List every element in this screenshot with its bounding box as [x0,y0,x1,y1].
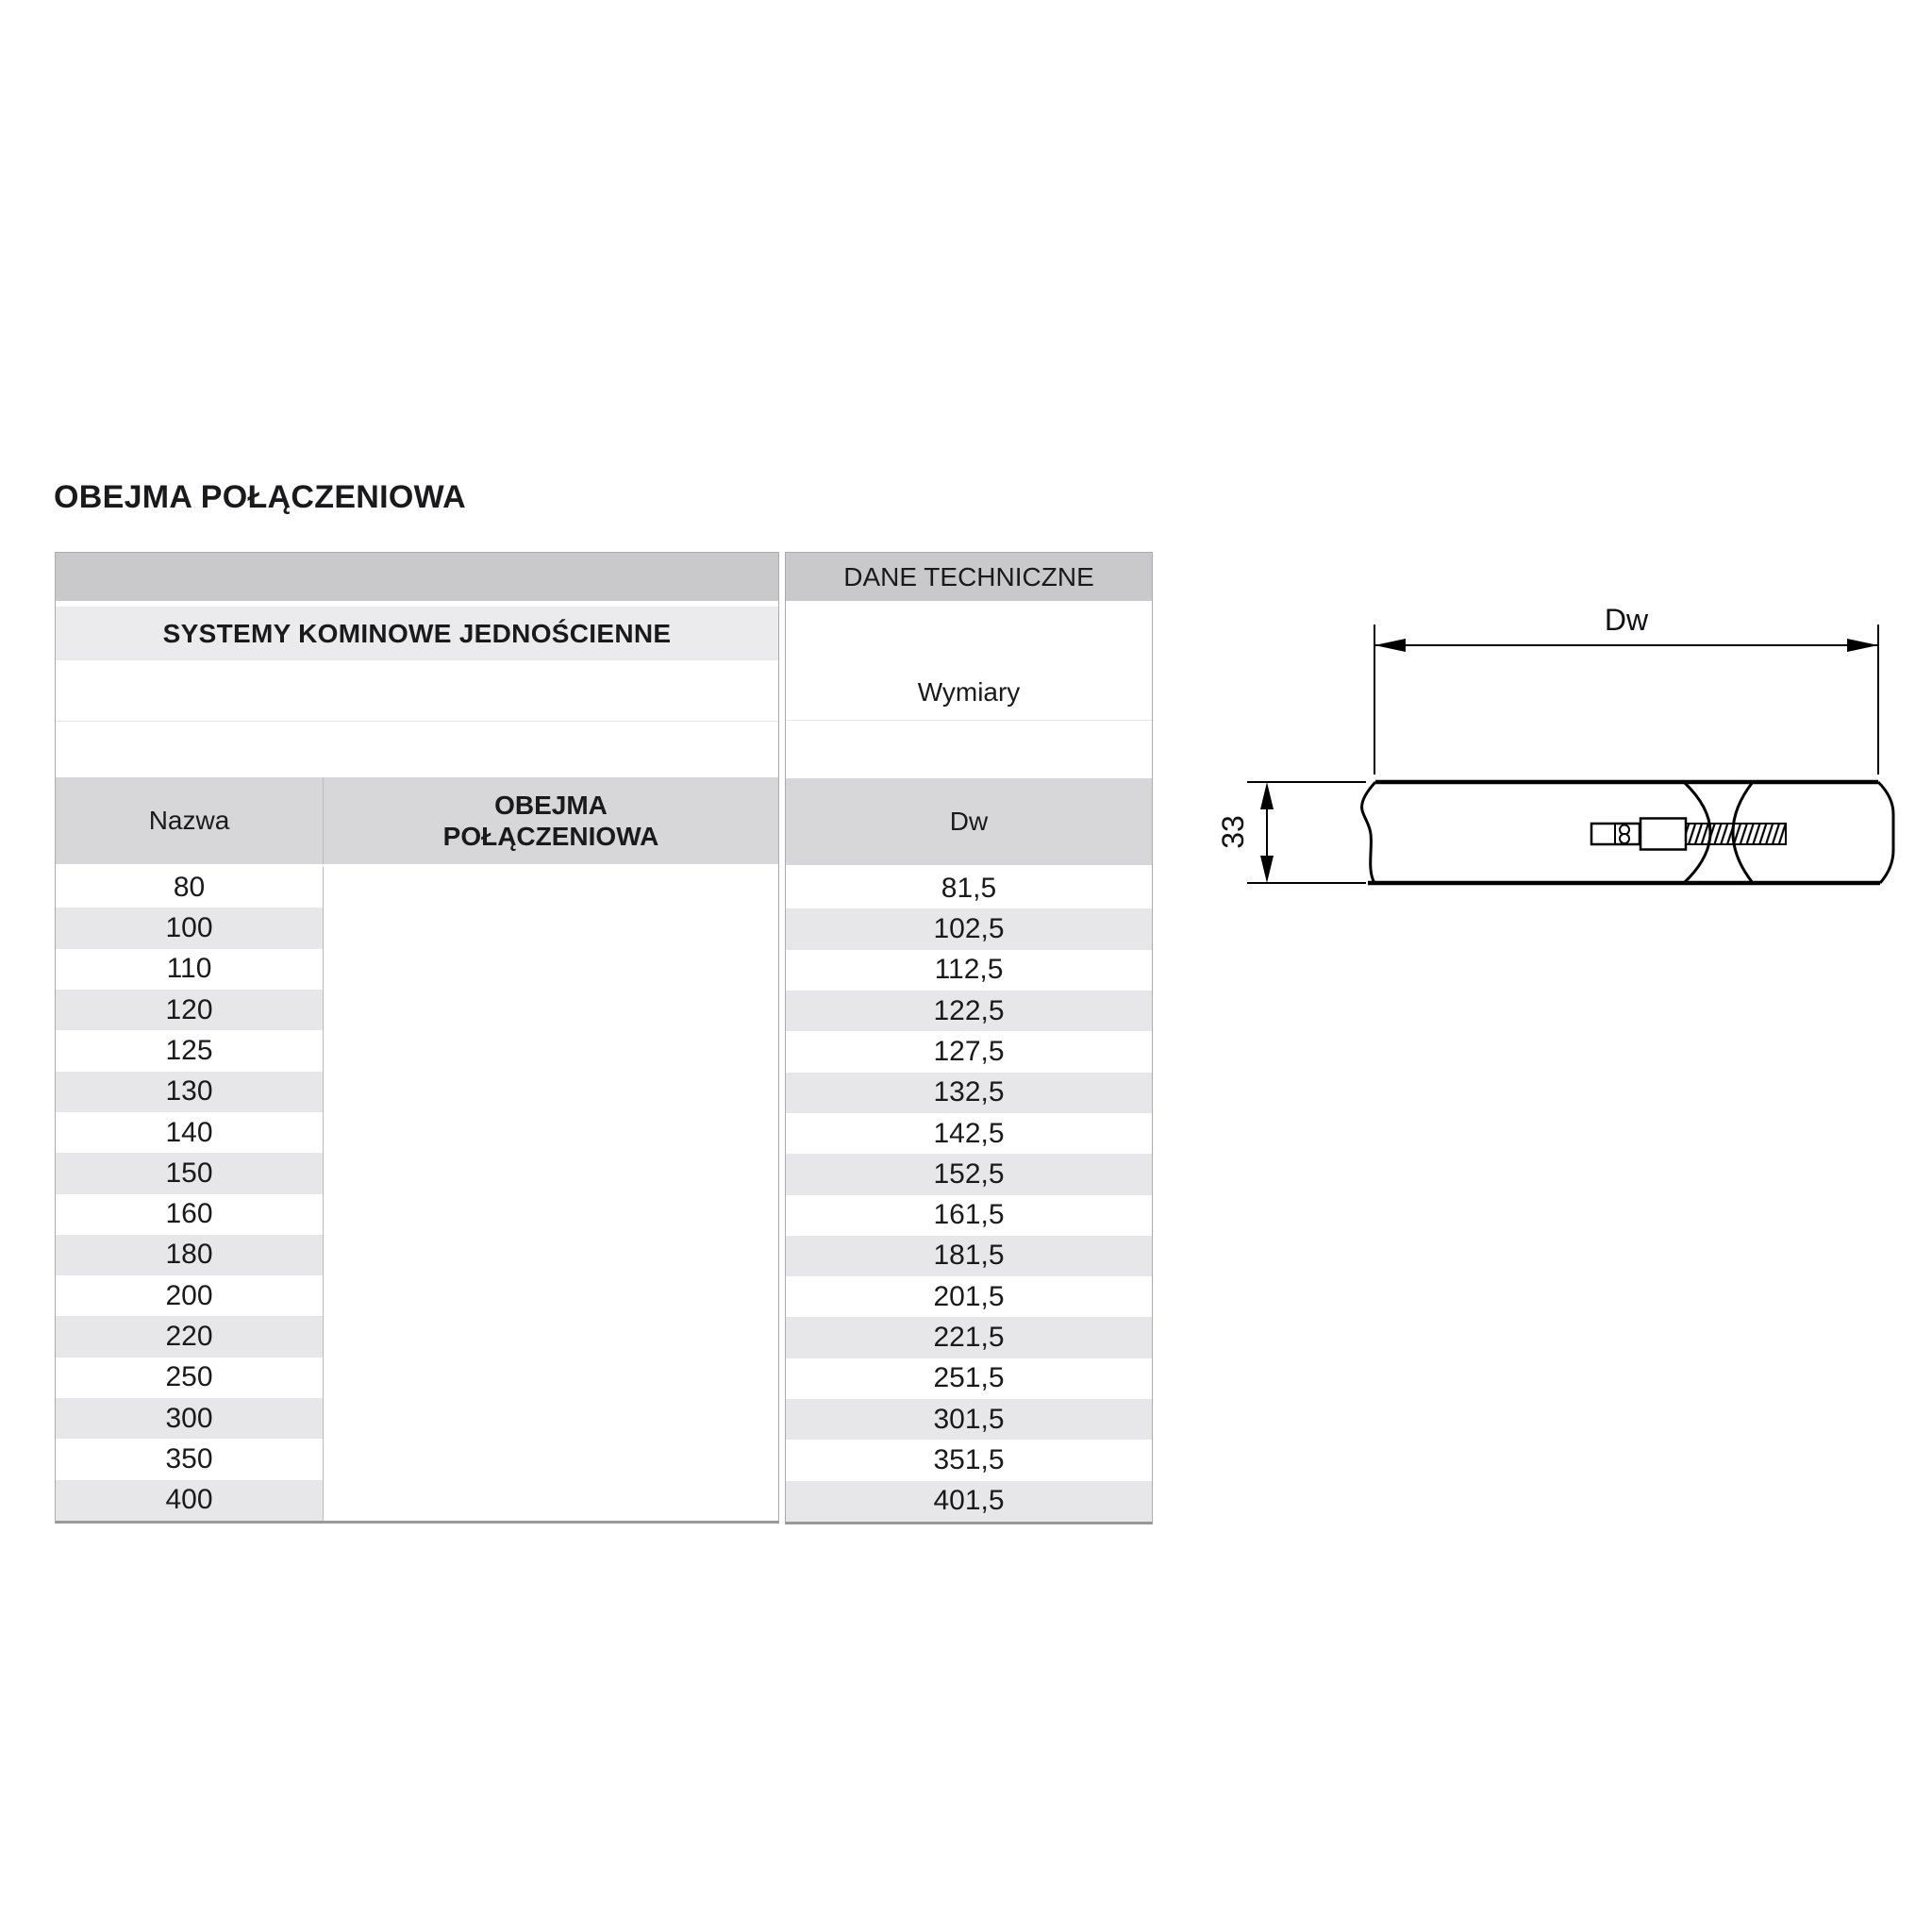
dw-arrowhead-left [1374,639,1406,652]
column-header-obejma-line1: OBEJMA [494,790,608,820]
column-header-row [56,777,778,867]
height-dimension-label: 33 [1216,815,1250,849]
table-cell-nazwa: 160 [165,1198,213,1230]
table-cell-dw: 161,5 [933,1199,1005,1231]
product-image-cell [324,867,778,1521]
block-header-dane-techniczne: DANE TECHNICZNE [786,553,1152,607]
table-cell-dw: 201,5 [933,1280,1005,1312]
technical-data-block [785,552,1153,1524]
column-header-obejma-line2: POŁĄCZENIOWA [442,822,659,851]
height-arrowhead-top [1260,782,1274,809]
table-cell-nazwa: 120 [56,990,323,1030]
table-cell-nazwa: 400 [56,1480,323,1521]
band-break-edge-left [1362,782,1375,883]
page-title: OBEJMA POŁĄCZENIOWA [54,479,467,515]
group-header-wymiary: Wymiary [786,607,1152,778]
table-cell-dw: 132,5 [786,1073,1152,1113]
table-cell-dw: 221,5 [786,1317,1152,1357]
band-bulge-edge-right [1878,782,1893,883]
group-header-systemy: SYSTEMY KOMINOWE JEDNOŚCIENNE [56,607,778,660]
left-data-area [56,867,778,1521]
table-cell-nazwa: 110 [166,953,212,985]
table-cell-dw: 401,5 [786,1481,1152,1522]
table-cell-dw: 122,5 [786,991,1152,1031]
table-cell-nazwa: 220 [56,1316,323,1357]
clamp-diagram [1208,585,1924,906]
table-cell-nazwa: 350 [165,1443,213,1475]
table-cell-nazwa: 125 [165,1034,213,1066]
bolt-nut [1641,819,1686,850]
product-table-left-block [55,552,779,1524]
table-cell-nazwa: 130 [56,1072,323,1112]
bolt-sleeve-detail-bottom [1620,834,1629,843]
table-cell-dw: 181,5 [786,1236,1152,1276]
table-cell-nazwa: 300 [56,1398,323,1439]
table-cell-dw: 127,5 [933,1035,1005,1067]
column-header-obejma [324,777,778,864]
height-arrowhead-bottom [1260,856,1274,883]
table-cell-dw: 112,5 [934,954,1004,986]
empty-row-1 [56,660,778,722]
table-cell-nazwa: 140 [165,1116,213,1148]
empty-row-2 [56,722,778,777]
table-cell-dw: 102,5 [786,908,1152,949]
nazwa-column-cells [56,867,324,1521]
table-cell-dw: 251,5 [933,1362,1005,1394]
dw-dimension-label: Dw [1604,603,1649,637]
dw-column-cells [786,868,1152,1522]
table-cell-nazwa: 200 [165,1279,213,1311]
column-header-nazwa: Nazwa [56,777,324,864]
column-header-dw: Dw [786,778,1152,868]
table-cell-nazwa: 80 [173,871,206,903]
threaded-rod [1686,824,1786,844]
table-cell-dw: 81,5 [941,872,997,904]
table-cell-nazwa: 250 [165,1361,213,1393]
dw-arrowhead-right [1847,639,1878,652]
table-cell-dw: 142,5 [933,1117,1005,1149]
table-cell-nazwa: 100 [56,908,323,948]
table-cell-dw: 152,5 [786,1154,1152,1194]
left-top-header-cell [56,553,778,607]
table-cell-nazwa: 150 [56,1153,323,1193]
table-cell-dw: 301,5 [786,1399,1152,1440]
table-cell-dw: 351,5 [933,1444,1005,1476]
table-cell-nazwa: 180 [56,1235,323,1275]
